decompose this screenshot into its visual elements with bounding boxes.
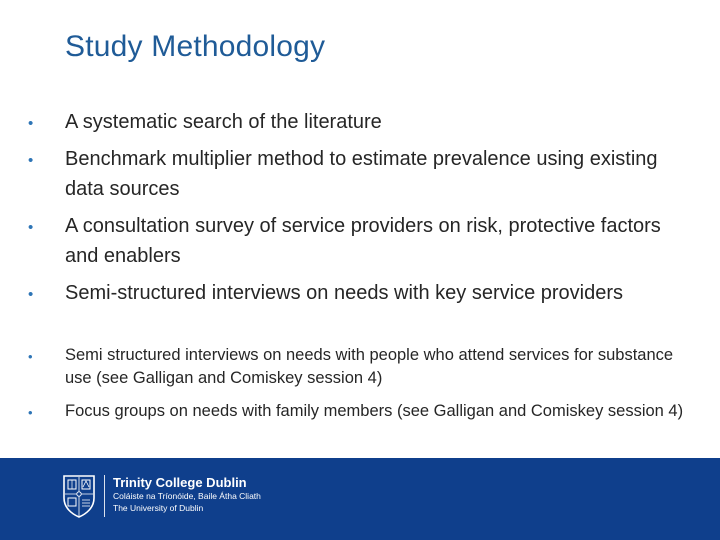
logo-subtitle: The University of Dublin <box>113 503 204 513</box>
bullet-item <box>28 400 688 423</box>
logo-name: Trinity College Dublin <box>113 475 247 490</box>
slide-title: Study Methodology <box>65 30 326 63</box>
logo-irish-name: Coláiste na Tríonóide, Baile Átha Cliath <box>113 491 261 501</box>
bullet-marker: • <box>28 405 33 420</box>
bullet-marker: • <box>28 152 34 169</box>
university-crest-icon <box>62 474 96 518</box>
bullet-item <box>28 344 688 390</box>
bullet-item <box>28 144 688 204</box>
bullet-item <box>28 278 688 308</box>
bullet-item <box>28 211 688 271</box>
logo-divider <box>104 475 105 517</box>
bullet-marker: • <box>28 219 34 236</box>
bullet-marker: • <box>28 115 34 132</box>
bullet-text: Semi-structured interviews on needs with key service providers <box>65 282 623 304</box>
bullet-marker: • <box>28 349 33 364</box>
bullet-text: A systematic search of the literature <box>65 111 382 133</box>
bullet-text: Semi structured interviews on needs with people who attend services for substance use (see Galligan and Comiskey session 4) <box>65 346 674 387</box>
bullet-marker: • <box>28 286 34 303</box>
university-logo <box>62 474 261 518</box>
bullet-text: Focus groups on needs with family members (see Galligan and Comiskey session 4) <box>65 402 684 420</box>
footer-bar <box>0 458 720 540</box>
logo-text <box>113 474 261 514</box>
bullet-text: A consultation survey of service providers on risk, protective factors and enablers <box>65 215 661 267</box>
bullet-text: Benchmark multiplier method to estimate prevalence using existing data sources <box>65 148 658 200</box>
bullet-item <box>28 107 688 137</box>
